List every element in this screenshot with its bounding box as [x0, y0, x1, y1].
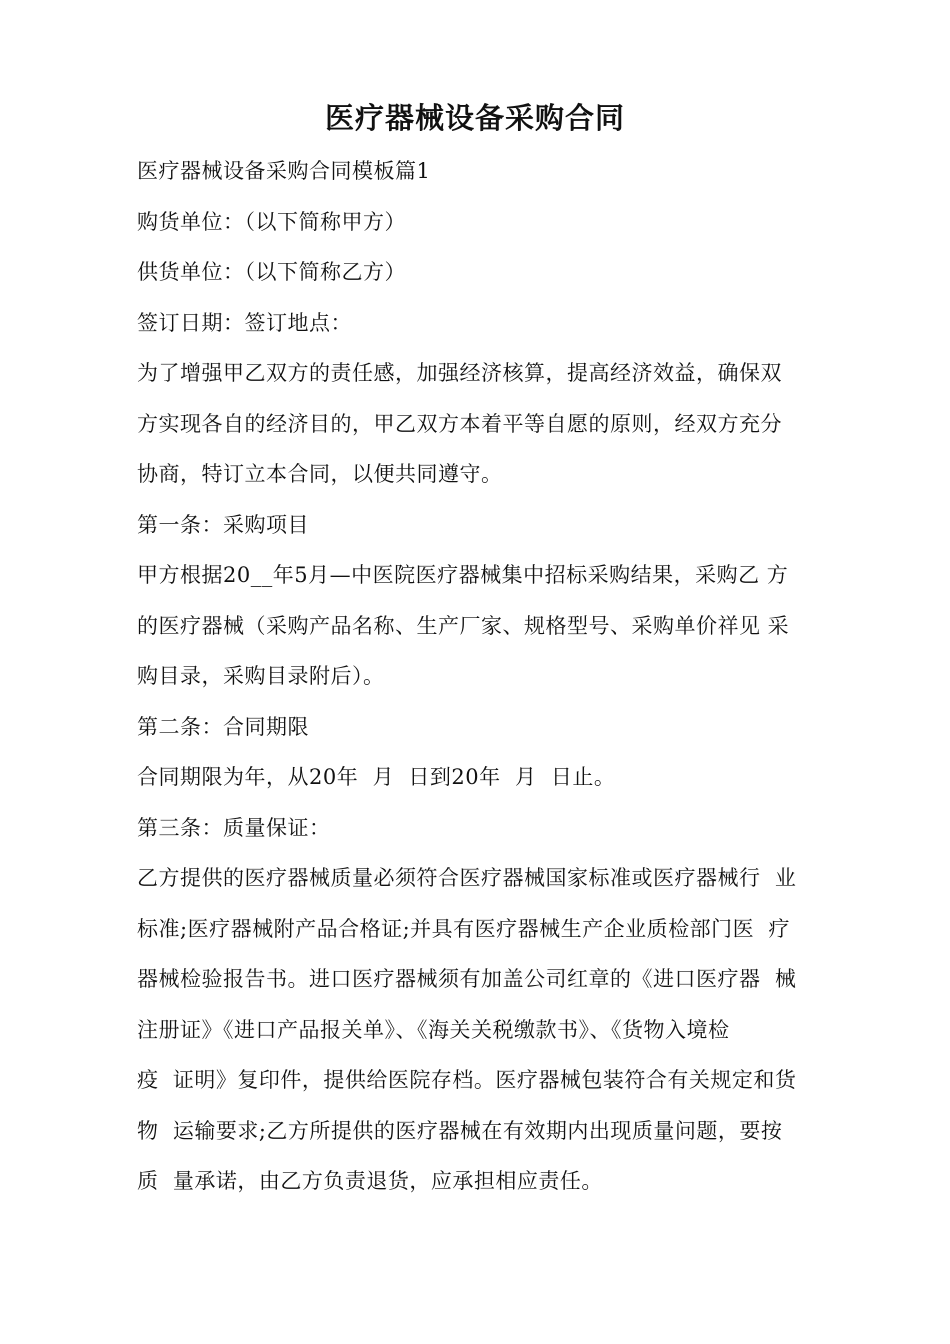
article-2-body [137, 752, 827, 803]
paragraph-line: 物 运输要求;乙方所提供的医疗器械在有效期内出现质量问题，要按 [137, 1118, 783, 1143]
paragraph-line: 医疗器械设备采购合同模板篇1 [137, 159, 431, 183]
paragraph-buyer [137, 197, 827, 248]
paragraph-line: 疫 证明》复印件，提供给医院存档。医疗器械包装符合有关规定和货 [137, 1068, 797, 1092]
paragraph-line: 标准;医疗器械附产品合格证;并具有医疗器械生产企业质检部门医 疗 [137, 916, 790, 941]
document-body [137, 146, 827, 1207]
article-1-body [137, 550, 827, 702]
paragraph-line: 注册证》《进口产品报关单》、《海关关税缴款书》、《货物入境检 [137, 1017, 730, 1042]
document-title: 医疗器械设备采购合同 [324, 101, 625, 135]
paragraph-template-heading [137, 146, 827, 197]
article-1-heading [137, 500, 827, 551]
paragraph-line: 签订日期：签订地点： [137, 310, 352, 335]
paragraph-line: 第三条：质量保证： [137, 815, 331, 840]
paragraph-line: 为了增强甲乙双方的责任感，加强经济核算，提高经济效益，确保双 [137, 361, 782, 385]
article-2-heading [137, 702, 827, 753]
paragraph-line: 方实现各自的经济目的，甲乙双方本着平等自愿的原则，经双方充分 [137, 411, 782, 436]
paragraph-line: 第一条：采购项目 [137, 512, 309, 537]
paragraph-line: 供货单位：（以下简称乙方） [137, 260, 406, 284]
paragraph-line: 合同期限为年，从20年 月 日到20年 月 日止。 [137, 765, 616, 789]
paragraph-line: 甲方根据20__年5月—中医院医疗器械集中招标采购结果，采购乙 方 [137, 563, 789, 587]
paragraph-line: 协商，特订立本合同，以便共同遵守。 [137, 462, 503, 486]
paragraph-purpose [137, 348, 827, 500]
paragraph-line: 购货单位：（以下简称甲方） [137, 209, 406, 234]
paragraph-supplier [137, 247, 827, 298]
paragraph-line: 第二条：合同期限 [137, 714, 309, 739]
paragraph-line: 乙方提供的医疗器械质量必须符合医疗器械国家标准或医疗器械行 业 [137, 866, 797, 890]
article-3-heading [137, 803, 827, 854]
paragraph-line: 质 量承诺，由乙方负责退货，应承担相应责任。 [137, 1169, 603, 1193]
paragraph-line: 器械检验报告书。进口医疗器械须有加盖公司红章的《进口医疗器 械 [137, 967, 797, 991]
paragraph-sign-info [137, 298, 827, 349]
article-3-body [137, 853, 827, 1207]
paragraph-line: 购目录，采购目录附后）。 [137, 664, 385, 688]
paragraph-line: 的医疗器械（采购产品名称、生产厂家、规格型号、采购单价祥见 采 [137, 613, 790, 638]
